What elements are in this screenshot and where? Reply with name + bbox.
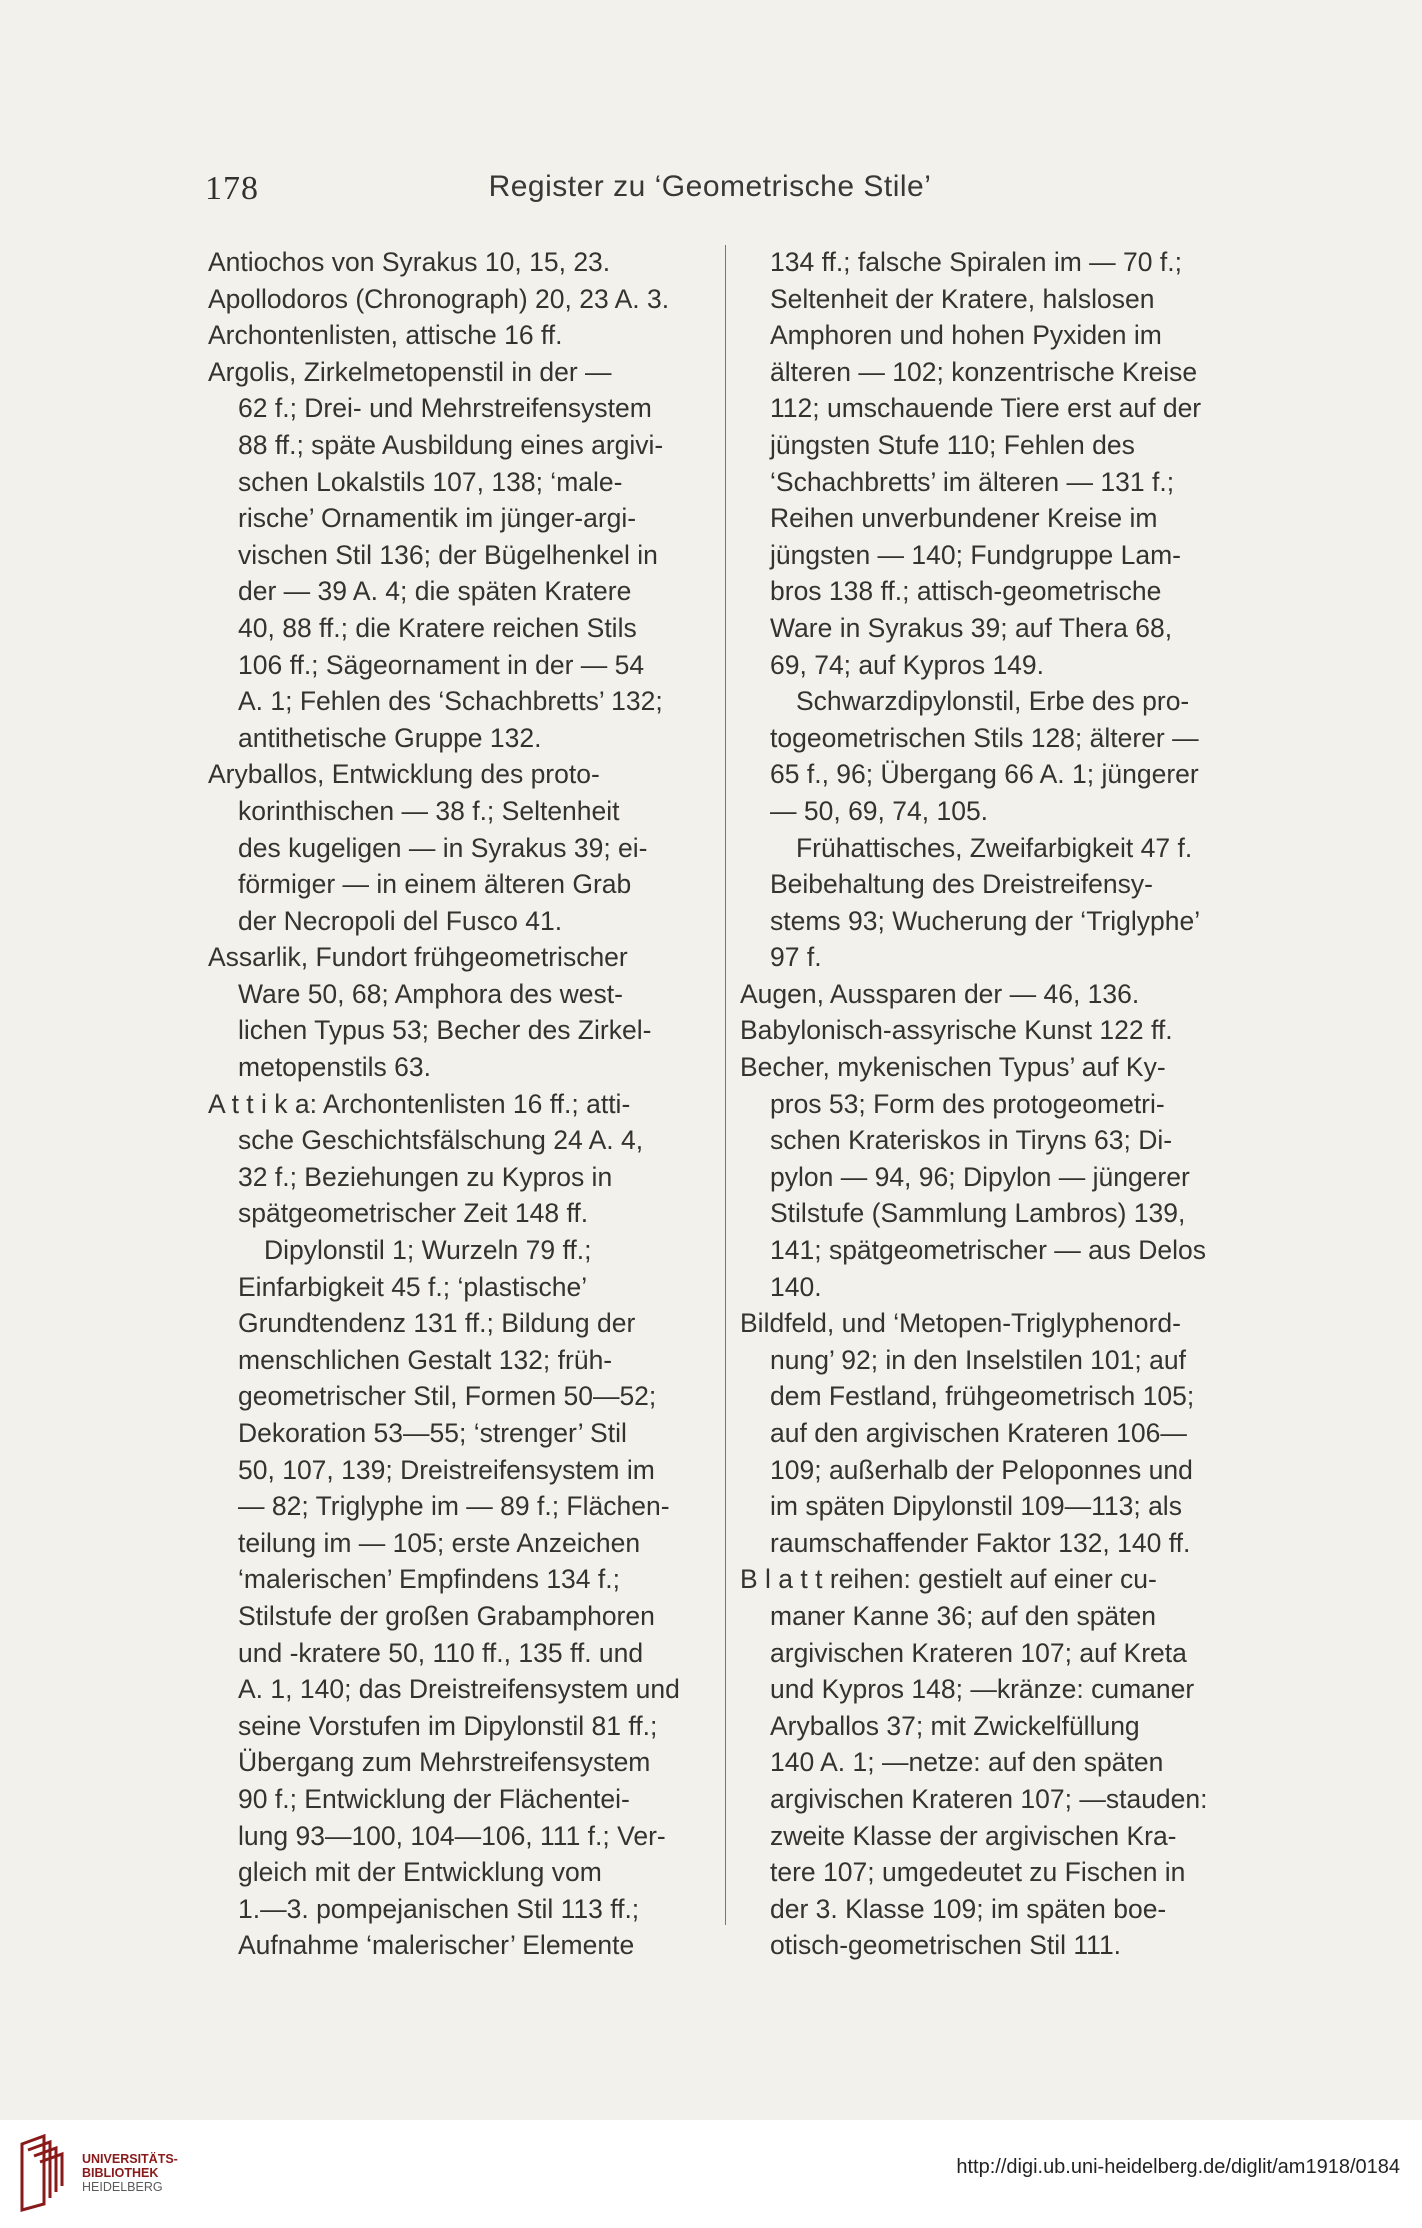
index-line: Einfarbigkeit 45 f.; ‘plastische’ bbox=[238, 1271, 588, 1302]
index-line: metopenstils 63. bbox=[238, 1052, 431, 1083]
index-line: seine Vorstufen im Dipylonstil 81 ff.; bbox=[238, 1710, 658, 1741]
index-line: Schwarzdipylonstil, Erbe des pro- bbox=[796, 686, 1190, 717]
index-line: und Kypros 148; —kränze: cumaner bbox=[770, 1674, 1195, 1705]
library-name-line2: BIBLIOTHEK bbox=[82, 2166, 159, 2180]
index-line: älteren — 102; konzentrische Kreise bbox=[770, 356, 1198, 387]
running-title: Register zu ‘Geometrische Stile’ bbox=[488, 170, 932, 203]
index-line: Stilstufe (Sammlung Lambros) 139, bbox=[770, 1198, 1186, 1229]
index-line: Grundtendenz 131 ff.; Bildung der bbox=[238, 1308, 636, 1339]
index-line: der 3. Klasse 109; im späten boe- bbox=[770, 1893, 1167, 1924]
index-line: Frühattisches, Zweifarbigkeit 47 f. bbox=[796, 832, 1193, 863]
index-line: des kugeligen — in Syrakus 39; ei- bbox=[238, 832, 648, 863]
index-line: dem Festland, frühgeometrisch 105; bbox=[770, 1381, 1195, 1412]
index-line: Babylonisch-assyrische Kunst 122 ff. bbox=[740, 1015, 1173, 1046]
index-line: vischen Stil 136; der Bügelhenkel in bbox=[238, 539, 658, 570]
index-line: jüngsten — 140; Fundgruppe Lam- bbox=[770, 539, 1182, 570]
index-line: 134 ff.; falsche Spiralen im — 70 f.; bbox=[770, 247, 1182, 277]
index-line: sche Geschichtsfälschung 24 A. 4, bbox=[238, 1125, 644, 1156]
index-line: antithetische Gruppe 132. bbox=[238, 722, 542, 753]
index-line: tere 107; umgedeutet zu Fischen in bbox=[770, 1857, 1186, 1888]
index-line: 90 f.; Entwicklung der Flächentei- bbox=[238, 1783, 630, 1814]
source-url-link[interactable]: http://digi.ub.uni-heidelberg.de/diglit/am1918/0184 bbox=[956, 2156, 1400, 2178]
index-line: Seltenheit der Kratere, halslosen bbox=[770, 283, 1155, 314]
index-line: und -kratere 50, 110 ff., 135 ff. und bbox=[238, 1637, 644, 1668]
index-line: Bildfeld, und ‘Metopen-Triglyphenord- bbox=[740, 1308, 1181, 1339]
index-column-left bbox=[208, 244, 688, 1964]
index-line: Stilstufe der großen Grabamphoren bbox=[238, 1600, 655, 1631]
index-line: 140 A. 1; —netze: auf den späten bbox=[770, 1747, 1164, 1778]
library-name bbox=[82, 2152, 178, 2194]
index-line: Aryballos, Entwicklung des proto- bbox=[208, 759, 600, 790]
index-line: 40, 88 ff.; die Kratere reichen Stils bbox=[238, 612, 637, 643]
index-line: Assarlik, Fundort frühgeometrischer bbox=[208, 942, 628, 973]
index-line: zweite Klasse der argivischen Kra- bbox=[770, 1820, 1177, 1851]
index-line: gleich mit der Entwicklung vom bbox=[238, 1857, 602, 1888]
index-line: lichen Typus 53; Becher des Zirkel- bbox=[238, 1015, 652, 1046]
index-line: A. 1, 140; das Dreistreifensystem und bbox=[238, 1674, 680, 1705]
index-line: Antiochos von Syrakus 10, 15, 23. bbox=[208, 247, 611, 277]
index-line: korinthischen — 38 f.; Seltenheit bbox=[238, 795, 620, 826]
index-line: 65 f., 96; Übergang 66 A. 1; jüngerer bbox=[770, 759, 1199, 790]
index-line: A t t i k a: Archontenlisten 16 ff.; atti- bbox=[208, 1088, 631, 1119]
index-line: jüngsten Stufe 110; Fehlen des bbox=[770, 429, 1135, 460]
index-line: lung 93—100, 104—106, 111 f.; Ver- bbox=[238, 1820, 666, 1851]
index-line: A. 1; Fehlen des ‘Schachbretts’ 132; bbox=[238, 686, 663, 717]
index-line: geometrischer Stil, Formen 50—52; bbox=[238, 1381, 657, 1412]
index-line: teilung im — 105; erste Anzeichen bbox=[238, 1527, 641, 1558]
index-line: pros 53; Form des protogeometri- bbox=[770, 1088, 1165, 1119]
index-line: nung’ 92; in den Inselstilen 101; auf bbox=[770, 1344, 1186, 1375]
index-line: förmiger — in einem älteren Grab bbox=[238, 869, 632, 900]
index-line: pylon — 94, 96; Dipylon — jüngerer bbox=[770, 1161, 1190, 1192]
index-line: bros 138 ff.; attisch-geometrische bbox=[770, 576, 1162, 607]
index-line: spätgeometrischer Zeit 148 ff. bbox=[238, 1198, 589, 1229]
index-line: — 82; Triglyphe im — 89 f.; Flächen- bbox=[238, 1491, 670, 1522]
index-line: 50, 107, 139; Dreistreifensystem im bbox=[238, 1454, 655, 1485]
index-column-right bbox=[740, 244, 1232, 1964]
index-line: Dipylonstil 1; Wurzeln 79 ff.; bbox=[264, 1235, 592, 1266]
index-line: auf den argivischen Krateren 106— bbox=[770, 1418, 1187, 1448]
index-line: menschlichen Gestalt 132; früh- bbox=[238, 1344, 613, 1375]
index-line: Augen, Aussparen der — 46, 136. bbox=[740, 978, 1140, 1009]
index-line: Reihen unverbundener Kreise im bbox=[770, 503, 1158, 534]
index-line: ‘malerischen’ Empfindens 134 f.; bbox=[238, 1564, 620, 1595]
index-line: der — 39 A. 4; die späten Kratere bbox=[238, 576, 632, 607]
index-line: schen Krateriskos in Tiryns 63; Di- bbox=[770, 1125, 1173, 1156]
index-line: 109; außerhalb der Peloponnes und bbox=[770, 1454, 1193, 1485]
index-line: togeometrischen Stils 128; älterer — bbox=[770, 722, 1199, 753]
index-line: Argolis, Zirkelmetopenstil in der — bbox=[208, 356, 612, 387]
index-line: — 50, 69, 74, 105. bbox=[770, 795, 989, 826]
index-line: schen Lokalstils 107, 138; ‘male- bbox=[238, 466, 623, 497]
index-line: argivischen Krateren 107; auf Kreta bbox=[770, 1637, 1187, 1668]
index-line: Ware 50, 68; Amphora des west- bbox=[238, 978, 623, 1009]
index-line: 88 ff.; späte Ausbildung eines argivi- bbox=[238, 429, 664, 460]
index-line: Aryballos 37; mit Zwickelfüllung bbox=[770, 1710, 1140, 1741]
index-line: otisch-geometrischen Stil 111. bbox=[770, 1930, 1122, 1961]
index-line: Becher, mykenischen Typus’ auf Ky- bbox=[740, 1052, 1166, 1083]
index-line: 106 ff.; Sägeornament in der — 54 bbox=[238, 649, 645, 680]
index-line: raumschaffender Faktor 132, 140 ff. bbox=[770, 1527, 1191, 1558]
index-line: Ware in Syrakus 39; auf Thera 68, bbox=[770, 612, 1173, 643]
index-line: Apollodoros (Chronograph) 20, 23 A. 3. bbox=[208, 283, 670, 314]
page-footer bbox=[0, 2120, 1422, 2228]
index-line: Amphoren und hohen Pyxiden im bbox=[770, 320, 1162, 351]
column-divider bbox=[725, 245, 726, 1925]
index-line: Beibehaltung des Dreistreifensy- bbox=[770, 869, 1153, 900]
index-line: Aufnahme ‘malerischer’ Elemente bbox=[238, 1930, 635, 1961]
index-line: 140. bbox=[770, 1271, 822, 1302]
index-line: 141; spätgeometrischer — aus Delos bbox=[770, 1235, 1206, 1266]
library-name-line3: HEIDELBERG bbox=[82, 2180, 163, 2194]
library-logo-icon[interactable] bbox=[16, 2134, 74, 2212]
index-line: 62 f.; Drei- und Mehrstreifensystem bbox=[238, 393, 652, 424]
index-line: der Necropoli del Fusco 41. bbox=[238, 905, 563, 936]
page-header bbox=[205, 170, 1215, 210]
index-line: B l a t t reihen: gestielt auf einer cu- bbox=[740, 1564, 1157, 1595]
library-name-line1: UNIVERSITÄTS- bbox=[82, 2152, 178, 2166]
index-line: Dekoration 53—55; ‘strenger’ Stil bbox=[238, 1418, 627, 1448]
index-line: ‘Schachbretts’ im älteren — 131 f.; bbox=[770, 466, 1175, 497]
index-line: Übergang zum Mehrstreifensystem bbox=[238, 1747, 651, 1778]
index-line: stems 93; Wucherung der ‘Triglyphe’ bbox=[770, 905, 1201, 936]
index-line: 97 f. bbox=[770, 942, 822, 973]
index-line: maner Kanne 36; auf den späten bbox=[770, 1600, 1157, 1631]
index-line: 32 f.; Beziehungen zu Kypros in bbox=[238, 1161, 613, 1192]
index-line: 1.—3. pompejanischen Stil 113 ff.; bbox=[238, 1893, 640, 1924]
index-line: Archontenlisten, attische 16 ff. bbox=[208, 320, 563, 351]
index-line: argivischen Krateren 107; —stauden: bbox=[770, 1783, 1208, 1814]
index-line: rische’ Ornamentik im jünger-argi- bbox=[238, 503, 637, 534]
index-line: im späten Dipylonstil 109—113; als bbox=[770, 1491, 1182, 1522]
page-number: 178 bbox=[205, 170, 259, 207]
index-line: 69, 74; auf Kypros 149. bbox=[770, 649, 1045, 680]
index-line: 112; umschauende Tiere erst auf der bbox=[770, 393, 1202, 424]
